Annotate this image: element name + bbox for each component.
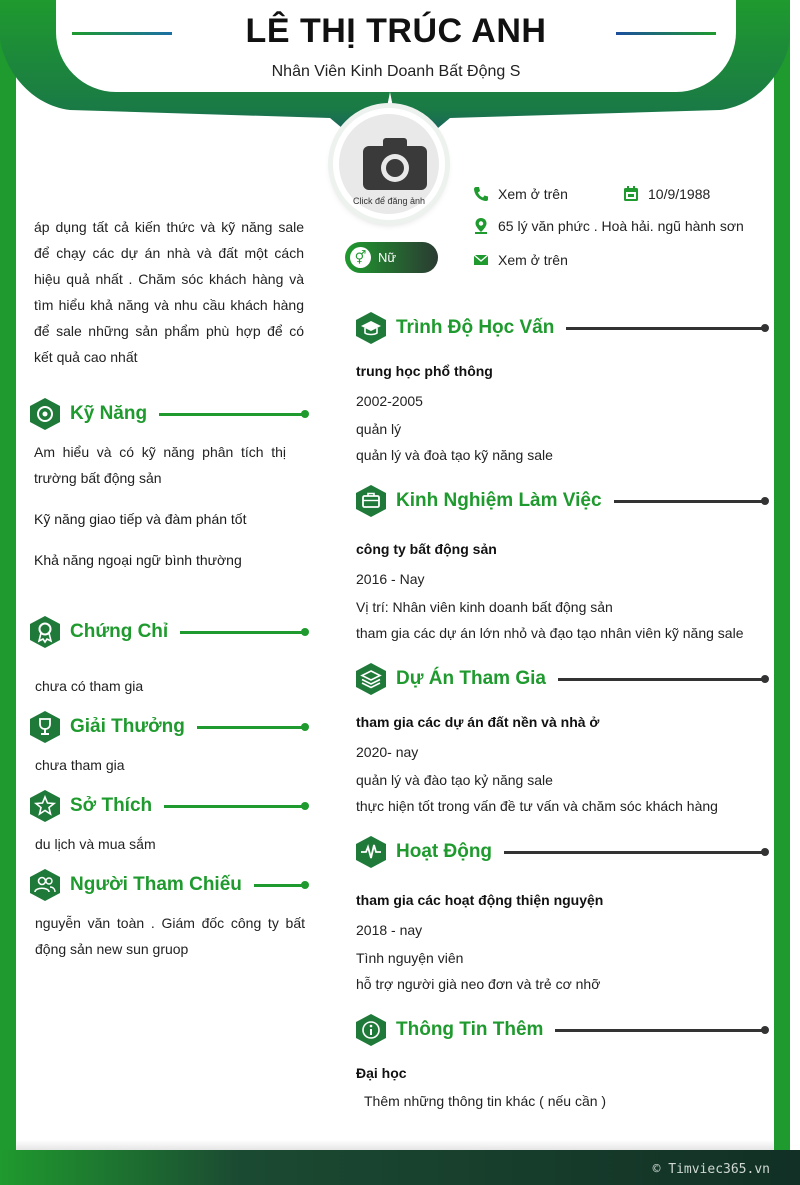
graduation-cap-icon [356,312,386,344]
phone-icon [472,185,490,203]
section-certificates-header [30,616,306,648]
project-desc[interactable]: thực hiện tốt trong vấn đề tư vấn và chăm sóc khách hàng [356,798,718,814]
footer-credit: © Timviec365.vn [652,1162,770,1177]
contact-birthday[interactable] [622,185,710,203]
people-icon [30,869,60,901]
experience-desc[interactable]: tham gia các dự án lớn nhỏ và đạo tạo nhân viên kỹ năng sale [356,625,744,641]
activity-period[interactable]: 2018 - nay [356,922,423,938]
section-title: Giải Thưởng [70,716,185,737]
section-activities-header [356,836,766,868]
phone-value: Xem ở trên [498,186,568,202]
section-title: Chứng Chỉ [70,621,169,642]
section-awards-header [30,711,306,743]
frame-right [774,0,790,1185]
section-divider [164,805,306,808]
heartbeat-icon [356,836,386,868]
experience-period[interactable]: 2016 - Nay [356,571,425,587]
references-text[interactable]: nguyễn văn toàn . Giám đốc công ty bất động sản new sun gruop [35,915,305,957]
info-icon [356,1014,386,1046]
project-name[interactable]: tham gia các dự án đất nền và nhà ở [356,714,600,730]
more-info-heading[interactable]: Đại học [356,1065,407,1081]
section-title: Dự Án Tham Gia [396,668,546,689]
career-objective[interactable]: áp dụng tất cả kiến thức và kỹ năng sale để chạy các dự án nhà và đất một cách hiệu quả nhất . Chăm sóc khách hàng và tìm hiểu khả năng và nhu cầu khách hàng để sale những sản phẩm phù hợp để có kết quả cao nhất [34,219,304,365]
header-card [56,0,736,92]
gear-icon [30,398,60,430]
section-experience-header [356,485,766,517]
certificate-icon [30,616,60,648]
more-info-text[interactable]: Thêm những thông tin khác ( nếu cần ) [364,1093,607,1109]
skill-item[interactable]: Khả năng ngoại ngữ bình thường [34,552,242,568]
gender-badge[interactable] [345,242,438,273]
decor-line-right [616,32,716,35]
education-school[interactable]: trung học phổ thông [356,363,493,379]
project-period[interactable]: 2020- nay [356,744,419,760]
gender-icon: ⚥ [350,247,371,268]
section-title: Người Tham Chiếu [70,874,242,895]
email-value: Xem ở trên [498,252,568,268]
section-title: Thông Tin Thêm [396,1019,544,1040]
section-title: Trình Độ Học Vấn [396,317,555,338]
contact-address[interactable] [472,217,744,235]
section-hobbies-header [30,790,306,822]
experience-company[interactable]: công ty bất động sản [356,541,497,557]
section-divider [558,678,766,681]
activity-desc[interactable]: hỗ trợ người già neo đơn và trẻ cơ nhỡ [356,976,601,992]
section-projects-header [356,663,766,695]
skill-item[interactable]: Kỹ năng giao tiếp và đàm phán tốt [34,511,247,527]
mail-icon [472,251,490,269]
certificates-text[interactable]: chưa có tham gia [35,678,144,694]
section-more-info-header [356,1014,766,1046]
birthday-value: 10/9/1988 [648,186,711,202]
section-title: Sở Thích [70,795,153,816]
education-major[interactable]: quản lý [356,421,402,437]
candidate-name[interactable]: LÊ THỊ TRÚC ANH [245,12,547,50]
calendar-icon [622,185,640,203]
avatar-upload[interactable] [333,108,445,220]
section-divider [504,851,766,854]
avatar-caption: Click để đăng ảnh [352,196,426,206]
project-role[interactable]: quản lý và đào tạo kỷ năng sale [356,772,553,788]
hobbies-text[interactable]: du lịch và mua sắm [35,836,156,852]
section-title: Hoạt Động [396,841,493,862]
activity-role[interactable]: Tình nguyện viên [356,950,464,966]
section-divider [180,631,306,634]
experience-position[interactable]: Vị trí: Nhân viên kinh doanh bất động sản [356,599,613,615]
layers-icon [356,663,386,695]
section-title: Kinh Nghiệm Làm Việc [396,490,602,511]
job-title[interactable]: Nhân Viên Kinh Doanh Bất Động S [271,63,521,80]
section-divider [197,726,306,729]
activity-name[interactable]: tham gia các hoạt động thiện nguyện [356,892,604,908]
skill-item[interactable]: Am hiểu và có kỹ năng phân tích thị trường bất động sản [34,444,286,486]
contact-phone[interactable] [472,185,568,203]
section-title: Kỹ Năng [70,403,148,424]
decor-line-left [72,32,172,35]
frame-edge [790,0,800,1185]
star-icon [30,790,60,822]
awards-text[interactable]: chưa tham gia [35,757,125,773]
education-period[interactable]: 2002-2005 [356,393,423,409]
section-divider [254,884,306,887]
avatar-placeholder [339,114,439,214]
section-divider [159,413,306,416]
section-references-header [30,869,306,901]
education-desc[interactable]: quản lý và đoà tạo kỹ năng sale [356,447,553,463]
address-value: 65 lý văn phức . Hoà hải. ngũ hành sơn [498,218,744,234]
gender-value: Nữ [378,250,397,265]
briefcase-icon [356,485,386,517]
section-divider [566,327,766,330]
section-education-header [356,312,766,344]
section-divider [614,500,766,503]
section-skills-header [30,398,306,430]
trophy-icon [30,711,60,743]
camera-icon [363,136,427,192]
contact-email[interactable] [472,251,568,269]
frame-left [0,0,16,1185]
section-divider [555,1029,766,1032]
location-pin-icon [472,217,490,235]
